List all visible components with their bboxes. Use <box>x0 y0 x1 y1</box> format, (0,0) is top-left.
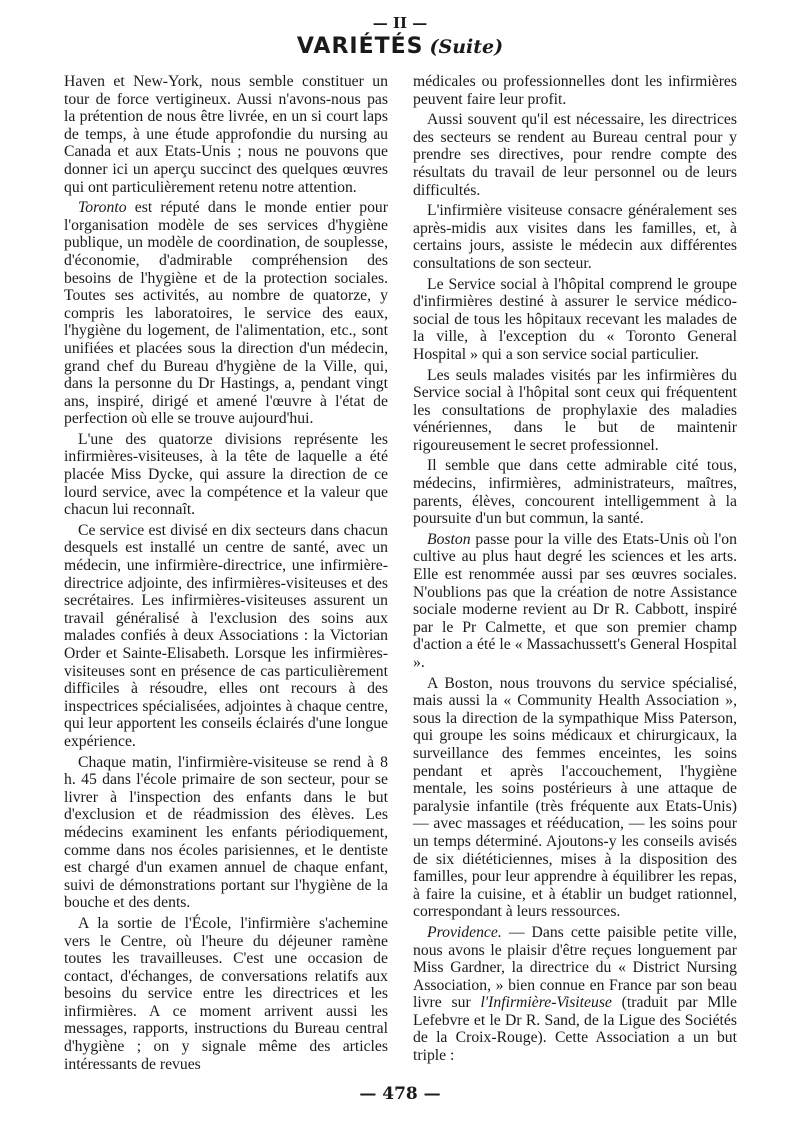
paragraph: Aussi souvent qu'il est nécessaire, les directrices des secteurs se rendent au Bureau central pour y prendre ses directives, pour rendre compte des résultats du travail de leur personnel ou de leurs difficultés. <box>413 111 737 199</box>
paragraph-text: est réputé dans le monde entier pour l'organisation modèle de ses services d'hygiène publique, un modèle de coordination, de souplesse, d'économie, d'admirable compréhension des besoins de l'hygiène et de la protection sociales. Toutes ses activités, au nombre de quatorze, y compris les laboratoires, le service des eaux, l'hygiène du logement, de l'alimentation, etc., sont unifiées et placées sous la direction d'un médecin, grand chef du Bureau d'hygiène de la Ville, qui, dans la personne du Dr Hastings, a, pendant vingt ans, inspiré, dirigé et amené l'œuvre à l'état de perfection où elle se trouve aujourd'hui. <box>64 199 388 428</box>
book-title: l'Infirmière-Visiteuse <box>480 994 612 1012</box>
paragraph-text: — Dans cette paisible petite ville, nous avons le plaisir d'être reçues longuement par Miss Gardner, la directrice du « District Nursing Association, » bien connue en France par son beau livre sur <box>413 923 737 1012</box>
paragraph: Chaque matin, l'infirmière-visiteuse se rend à 8 h. 45 dans l'école primaire de son secteur, pour se livrer à l'inspection des enfants dans le but d'exclusion et de réadmission des élèves. Les médecins examinent les enfants périodiquement, comme dans nos écoles parisiennes, et le dentiste est chargé d'un examen annuel de chaque enfant, suivi de démonstrations portant sur l'hygiène de la bouche et des dents. <box>64 753 388 912</box>
paragraph <box>413 531 737 672</box>
right-column <box>413 73 737 1068</box>
paragraph: Le Service social à l'hôpital comprend le groupe d'infirmières destiné à assurer le service médico-social de tous les hôpitaux recevant les malades de la ville, à l'exception du « Toronto General Hospital » qui a son service social particulier. <box>413 275 737 363</box>
paragraph: A Boston, nous trouvons du service spécialisé, mais aussi la « Community Health Association », sous la direction de la sympathique Miss Paterson, qui groupe les soins médicaux et chirurgicaux, la surveillance des femmes enceintes, les soins pendant et après l'accouchement, l'hygiène mentale, les soins postérieurs à une attaque de paralysie infantile (très fréquente aux Etats-Unis) — avec massages et rééducation, — les soins pour un temps déterminé. Ajoutons-y les conseils avisés de six diététiciennes, mises à la disposition des familles, pour leur apprendre à équilibrer les repas, à faire la cuisine, et à établir un budget rationnel, correspondant à leurs ressources. <box>413 674 737 921</box>
paragraph: Il semble que dans cette admirable cité tous, médecins, infirmières, administrateurs, maîtres, parents, élèves, concourent intelligemment à la poursuite d'un but commun, la santé. <box>413 457 737 528</box>
paragraph: L'une des quatorze divisions représente les infirmières-visiteuses, à la tête de laquelle a été placée Miss Dycke, qui assure la direction de ce lourd service, avec la compétence et la valeur que chacun lui reconnaît. <box>64 430 388 519</box>
top-folio: — II — <box>372 14 428 32</box>
paragraph: Ce service est divisé en dix secteurs dans chacun desquels est installé un centre de santé, avec un médecin, une infirmière-directrice, une infirmière-directrice adjointe, des infirmières-visiteuses et des secrétaires. Les infirmières-visiteuses assurent un travail généralisé à l'exclusion des soins aux malades confiés à deux Associations : la Victorian Order et Sainte-Elisabeth. Lorsque les infirmières-visiteuses sont en présence de cas particulièrement difficiles à résoudre, elles ont recours à des inspectrices spécialisées, adjointes à chaque centre, qui leur apportent les conseils éclairés d'une longue expérience. <box>64 521 388 750</box>
page-number: — 478 — <box>359 1084 441 1104</box>
paragraph <box>413 924 737 1065</box>
paragraph: Les seuls malades visités par les infirmières du Service social à l'hôpital sont ceux qui fréquentent les consultations de prophylaxie des maladies vénériennes, dans le but de maintenir rigoureusement le secret professionnel. <box>413 366 737 454</box>
section-title: VARIÉTÉS <box>296 34 424 59</box>
paragraph: L'infirmière visiteuse consacre généralement ses après-midis aux visites dans les familles, et, à certains jours, assiste le médecin aux différentes consultations de son secteur. <box>413 202 737 272</box>
paragraph <box>64 199 388 428</box>
section-header <box>0 34 800 59</box>
city-name: Boston <box>427 530 471 548</box>
paragraph-text: passe pour la ville des Etats-Unis où l'on cultive au plus haut degré les sciences et les arts. Elle est renommée aussi par ses œuvres sociales. N'oublions pas que la création de notre Assistance sociale moderne revient au Dr R. Cabbott, inspiré par le Pr Calmette, et que son premier champ d'action a été le « Massachussett's General Hospital ». <box>413 530 737 671</box>
city-name: Toronto <box>78 199 127 217</box>
paragraph: A la sortie de l'École, l'infirmière s'achemine vers le Centre, où l'heure du déjeuner ramène toutes les travailleuses. C'est une occasion de contact, d'échanges, de conversations relatifs aux besoins du service entre les directrices et les infirmières. A ce moment arrivent aussi les messages, rapports, instructions du Bureau central d'hygiène ; on y signale même des articles intéressants de revues <box>64 914 388 1073</box>
city-name: Providence. <box>427 923 502 941</box>
paragraph: Haven et New-York, nous semble constituer un tour de force vertigineux. Aussi n'avons-nous pas la prétention de nous être livrée, en un si court laps de temps, à une étude approfondie du nursing au Canada et aux Etats-Unis ; nous ne pouvons que donner ici un aperçu succinct des quelques œuvres qui ont particulièrement retenu notre attention. <box>64 73 388 196</box>
section-suite: (Suite) <box>429 36 504 58</box>
paragraph-text: (traduit par Mlle Lefebvre et le Dr R. Sand, de la Ligue des Sociétés de la Croix-Rouge). Cette Association a un but triple : <box>413 994 738 1065</box>
left-column <box>64 73 388 1076</box>
paragraph: médicales ou professionnelles dont les infirmières peuvent faire leur profit. <box>413 73 737 108</box>
